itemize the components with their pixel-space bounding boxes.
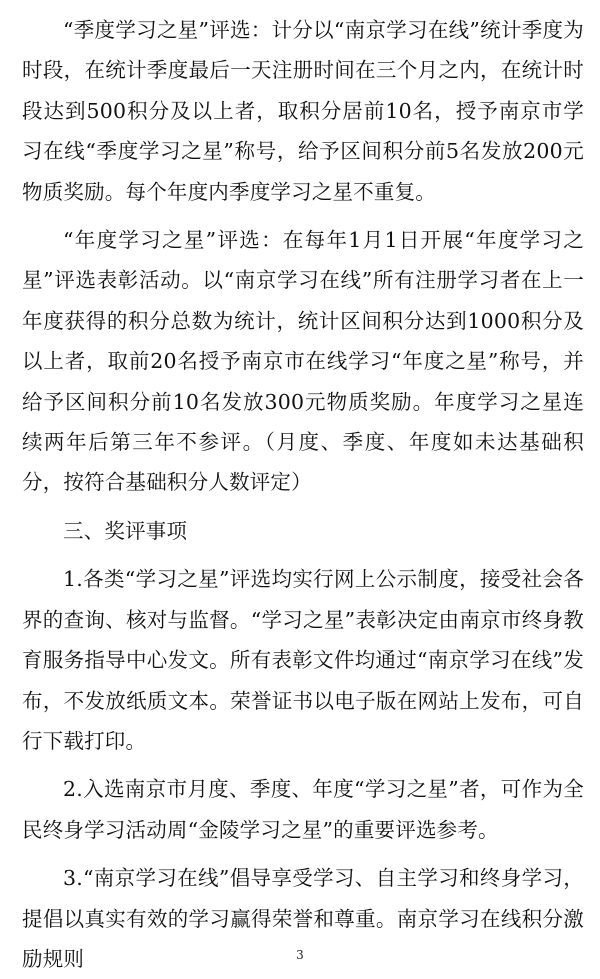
page-number: 3 <box>296 948 304 962</box>
paragraph-annual-star: “年度学习之星”评选：在每年1月1日开展“年度学习之星”评选表彰活动。以“南京学习在线”所有注册学习者在上一年度获得的积分总数为统计，统计区间积分达到1000积分及以上者，取前20名授予南京市在线学习“年度之星”称号，并给予区间积分前10名发放300元物质奖励。年度学习之星连续两年后第三年不参评。（月度、季度、年度如未达基础积分，按符合基础积分人数评定） <box>22 228 584 495</box>
paragraph-gap <box>22 850 584 858</box>
item-public-notice: 1.各类“学习之星”评选均实行网上公示制度，接受社会各界的查询、核对与监督。“学习之星”表彰决定由南京市终身教育服务指导中心发文。所有表彰文件均通过“南京学习在线”发布，不发放纸质文本。荣誉证书以电子版在网站上发布，可自行下载打印。 <box>22 567 584 753</box>
paragraph-gap <box>22 503 584 511</box>
document-page <box>22 10 584 979</box>
paragraph-gap <box>22 212 584 220</box>
paragraph-gap <box>22 761 584 769</box>
paragraph-quarterly-star: “季度学习之星”评选：计分以“南京学习在线”统计季度为时段，在统计季度最后一天注册时间在三个月之内，在统计时段达到500积分及以上者，取积分居前10名，授予南京市学习在线“季度学习之星”称号，给予区间积分前5名发放200元物质奖励。每个年度内季度学习之星不重复。 <box>22 18 584 204</box>
paragraph-gap <box>22 551 584 559</box>
section-heading-award-matters: 三、奖评事项 <box>63 518 188 543</box>
item-selection-reference: 2.入选南京市月度、季度、年度“学习之星”者，可作为全民终身学习活动周“金陵学习之星”的重要评选参考。 <box>22 777 584 842</box>
item-learning-advocacy: 3.“南京学习在线”倡导享受学习、自主学习和终身学习，提倡以真实有效的学习赢得荣誉和尊重。南京学习在线积分激励规则 <box>22 866 584 971</box>
